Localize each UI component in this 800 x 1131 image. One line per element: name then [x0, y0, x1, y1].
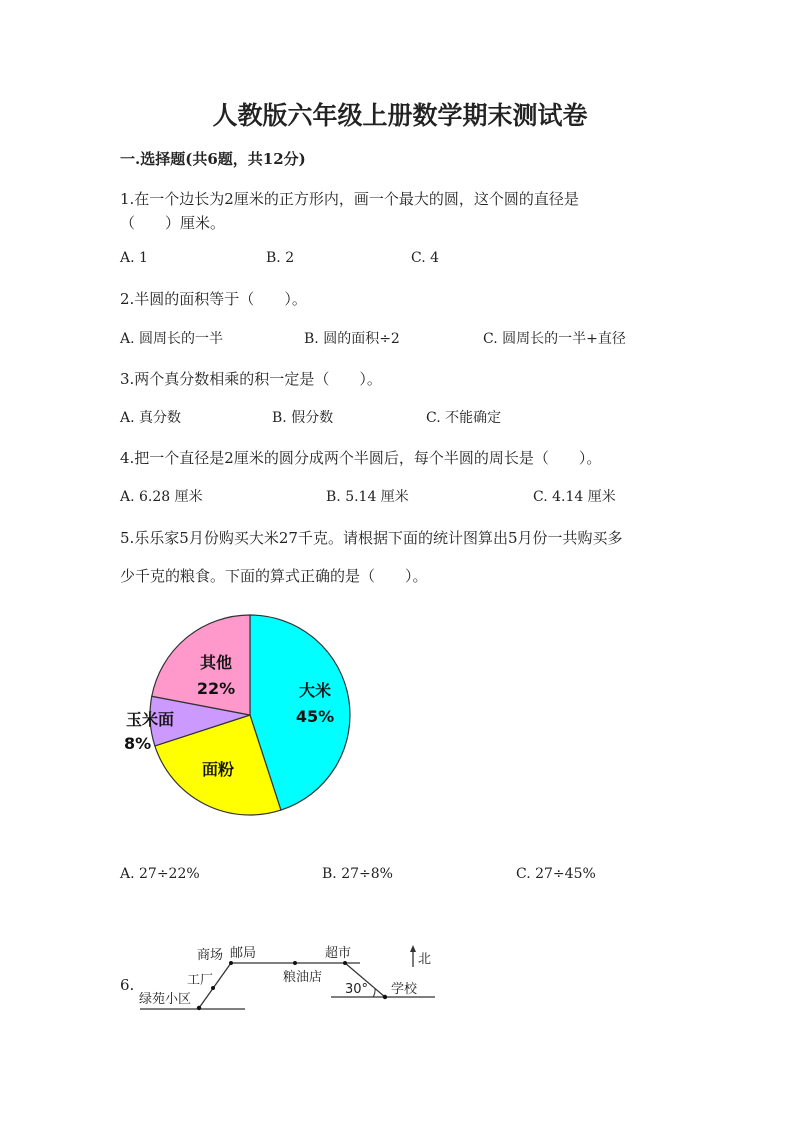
- page-title: 人教版六年级上册数学期末测试卷: [212, 101, 588, 130]
- q1-option-c: C. 4: [411, 250, 440, 266]
- point-home: [197, 1006, 201, 1010]
- question-1-line-2: （ ）厘米。: [120, 214, 226, 232]
- q5-option-a: A. 27÷22%: [120, 866, 200, 882]
- label-school: 学校: [391, 982, 418, 997]
- label-angle: 30°: [345, 982, 369, 997]
- question-2: 2.半圆的面积等于（ ）。: [120, 290, 307, 308]
- q3-option-a: A. 真分数: [120, 410, 182, 426]
- slice-label-corn-value: 8%: [124, 734, 152, 753]
- point-grain: [293, 961, 297, 965]
- slice-label-rice-name: 大米: [298, 681, 332, 700]
- q1-option-a: A. 1: [120, 250, 148, 266]
- q2-option-c: C. 圆周长的一半+直径: [483, 331, 626, 347]
- label-north: 北: [418, 952, 432, 967]
- north-arrow-head: [410, 945, 416, 952]
- point-post: [229, 961, 233, 965]
- question-4: 4.把一个直径是2厘米的圆分成两个半圆后，每个半圆的周长是（ ）。: [120, 449, 602, 467]
- slice-label-corn-name: 玉米面: [126, 710, 175, 729]
- slice-label-other-value: 22%: [196, 679, 236, 698]
- route-map: [135, 935, 445, 1015]
- q4-option-a: A. 6.28 厘米: [120, 489, 203, 505]
- q2-option-a: A. 圆周长的一半: [120, 331, 224, 347]
- question-1-line-1: 1.在一个边长为2厘米的正方形内，画一个最大的圆，这个圆的直径是: [120, 190, 579, 208]
- label-post: 邮局: [230, 946, 257, 961]
- label-market: 超市: [325, 946, 352, 961]
- label-home: 绿苑小区: [139, 992, 192, 1007]
- q3-option-c: C. 不能确定: [426, 410, 502, 426]
- point-school: [383, 995, 387, 999]
- label-factory: 工厂: [187, 973, 214, 988]
- question-6-number: 6.: [120, 976, 135, 994]
- point-market: [343, 961, 347, 965]
- q4-option-c: C. 4.14 厘米: [533, 489, 616, 505]
- pie-chart: [110, 612, 370, 832]
- section-heading: 一.选择题(共6题，共12分): [120, 150, 306, 168]
- q2-option-b: B. 圆的面积÷2: [304, 331, 400, 347]
- label-grain: 粮油店: [283, 970, 323, 985]
- q4-option-b: B. 5.14 厘米: [326, 489, 409, 505]
- question-5-line-1: 5.乐乐家5月份购买大米27千克。请根据下面的统计图算出5月份一共购买多: [120, 529, 623, 547]
- label-shop: 商场: [197, 948, 224, 963]
- q1-option-b: B. 2: [266, 250, 295, 266]
- q3-option-b: B. 假分数: [272, 410, 334, 426]
- question-3: 3.两个真分数相乘的积一定是（ ）。: [120, 370, 382, 388]
- slice-label-rice-value: 45%: [295, 707, 335, 726]
- slice-label-other-name: 其他: [199, 653, 233, 672]
- q5-option-b: B. 27÷8%: [322, 866, 393, 882]
- question-5-line-2: 少千克的粮食。下面的算式正确的是（ ）。: [120, 567, 428, 585]
- angle-arc: [373, 989, 375, 997]
- slice-label-flour-name: 面粉: [201, 760, 235, 779]
- q5-option-c: C. 27÷45%: [516, 866, 596, 882]
